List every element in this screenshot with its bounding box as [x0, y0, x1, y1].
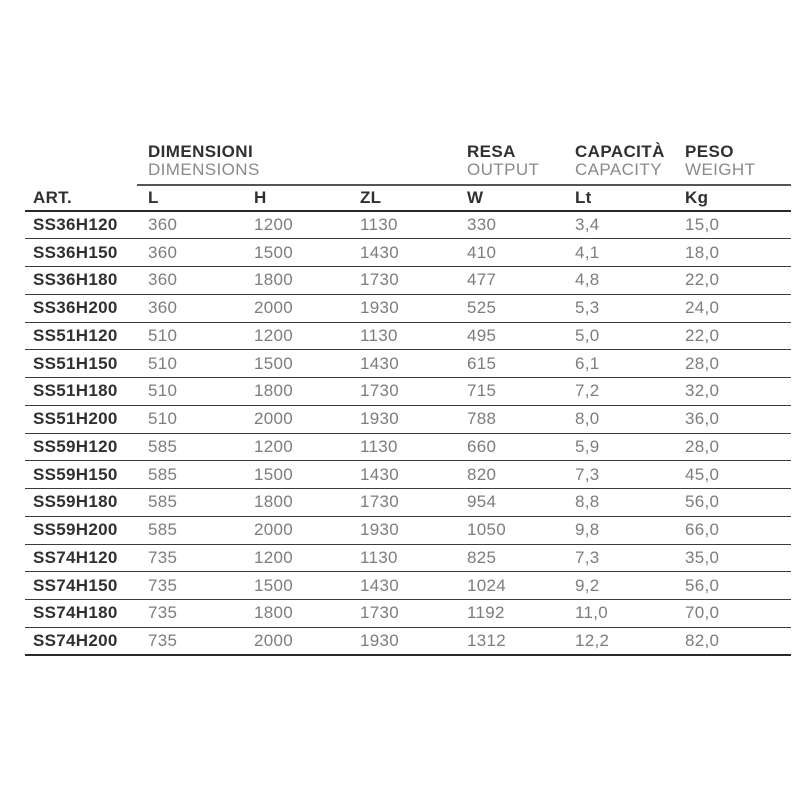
- row-value-w: 410: [467, 242, 497, 262]
- row-art-code: SS51H150: [33, 353, 118, 373]
- table-group-header-row: [25, 140, 791, 186]
- row-value-h: 2000: [254, 409, 294, 429]
- table-row: [25, 350, 791, 378]
- row-value-w: 954: [467, 492, 497, 512]
- row-value-zl: 1730: [360, 492, 400, 512]
- column-header-l: L: [148, 187, 159, 207]
- row-value-h: 1800: [254, 270, 294, 290]
- row-value-w: 825: [467, 547, 497, 567]
- table-row: [25, 406, 791, 434]
- table-row: [25, 212, 791, 240]
- row-value-lt: 3,4: [575, 214, 600, 234]
- row-value-lt: 9,2: [575, 575, 600, 595]
- table-row: [25, 267, 791, 295]
- table-row: [25, 434, 791, 462]
- row-art-code: SS36H200: [33, 298, 118, 318]
- row-value-w: 820: [467, 464, 497, 484]
- row-value-kg: 15,0: [685, 214, 720, 234]
- row-value-lt: 7,3: [575, 547, 600, 567]
- group-title-italian: DIMENSIONI: [148, 142, 254, 161]
- table-row: [25, 489, 791, 517]
- row-value-zl: 1730: [360, 603, 400, 623]
- row-value-kg: 22,0: [685, 270, 720, 290]
- row-art-code: SS74H150: [33, 575, 118, 595]
- row-value-l: 735: [148, 630, 178, 650]
- row-value-kg: 70,0: [685, 603, 720, 623]
- row-value-l: 360: [148, 298, 178, 318]
- row-value-kg: 45,0: [685, 464, 720, 484]
- row-value-zl: 1930: [360, 520, 400, 540]
- table-row: [25, 628, 791, 656]
- row-value-kg: 56,0: [685, 492, 720, 512]
- group-header-dimensions: [148, 140, 467, 186]
- row-value-l: 360: [148, 214, 178, 234]
- row-art-code: SS36H120: [33, 214, 118, 234]
- row-art-code: SS51H200: [33, 409, 118, 429]
- row-value-l: 510: [148, 353, 178, 373]
- row-value-l: 735: [148, 547, 178, 567]
- row-value-zl: 1430: [360, 464, 400, 484]
- row-value-zl: 1930: [360, 298, 400, 318]
- table-body: [25, 212, 791, 656]
- row-value-kg: 18,0: [685, 242, 720, 262]
- row-value-lt: 5,3: [575, 298, 600, 318]
- row-value-l: 360: [148, 242, 178, 262]
- row-value-zl: 1430: [360, 242, 400, 262]
- row-value-lt: 7,2: [575, 381, 600, 401]
- row-value-w: 1312: [467, 630, 507, 650]
- row-value-l: 510: [148, 381, 178, 401]
- row-value-l: 585: [148, 436, 178, 456]
- row-art-code: SS74H120: [33, 547, 118, 567]
- spec-table: [25, 140, 791, 656]
- row-value-kg: 36,0: [685, 409, 720, 429]
- row-art-code: SS59H200: [33, 520, 118, 540]
- row-value-l: 510: [148, 409, 178, 429]
- row-value-h: 2000: [254, 630, 294, 650]
- table-row: [25, 545, 791, 573]
- row-art-code: SS36H150: [33, 242, 118, 262]
- row-value-l: 735: [148, 603, 178, 623]
- group-header-output: [467, 140, 575, 186]
- row-value-h: 1200: [254, 325, 294, 345]
- row-value-h: 1800: [254, 603, 294, 623]
- row-value-l: 585: [148, 520, 178, 540]
- group-header-capacity: [575, 140, 685, 186]
- row-value-lt: 12,2: [575, 630, 610, 650]
- row-value-w: 788: [467, 409, 497, 429]
- row-value-h: 1500: [254, 464, 294, 484]
- table-row: [25, 295, 791, 323]
- row-value-lt: 5,0: [575, 325, 600, 345]
- row-value-kg: 24,0: [685, 298, 720, 318]
- group-title-english: WEIGHT: [685, 160, 756, 179]
- row-value-kg: 66,0: [685, 520, 720, 540]
- column-header-w: W: [467, 187, 484, 207]
- row-art-code: SS59H180: [33, 492, 118, 512]
- row-value-h: 1200: [254, 547, 294, 567]
- row-art-code: SS51H180: [33, 381, 118, 401]
- column-header-art: ART.: [33, 187, 72, 207]
- row-value-kg: 35,0: [685, 547, 720, 567]
- row-value-lt: 9,8: [575, 520, 600, 540]
- row-value-h: 1800: [254, 492, 294, 512]
- row-value-w: 615: [467, 353, 497, 373]
- group-title-italian: RESA: [467, 142, 516, 161]
- row-value-w: 660: [467, 436, 497, 456]
- row-value-zl: 1930: [360, 409, 400, 429]
- row-value-h: 2000: [254, 520, 294, 540]
- row-value-h: 1500: [254, 353, 294, 373]
- row-value-h: 1500: [254, 575, 294, 595]
- row-art-code: SS36H180: [33, 270, 118, 290]
- row-value-lt: 6,1: [575, 353, 600, 373]
- row-art-code: SS51H120: [33, 325, 118, 345]
- row-art-code: SS74H200: [33, 630, 118, 650]
- row-value-lt: 4,8: [575, 270, 600, 290]
- table-row: [25, 600, 791, 628]
- row-art-code: SS59H120: [33, 436, 118, 456]
- row-value-zl: 1730: [360, 270, 400, 290]
- column-header-kg: Kg: [685, 187, 709, 207]
- row-value-lt: 7,3: [575, 464, 600, 484]
- row-value-zl: 1730: [360, 381, 400, 401]
- row-value-w: 1024: [467, 575, 507, 595]
- row-value-lt: 4,1: [575, 242, 600, 262]
- row-value-kg: 28,0: [685, 353, 720, 373]
- row-value-l: 585: [148, 464, 178, 484]
- row-value-kg: 82,0: [685, 630, 720, 650]
- row-value-l: 735: [148, 575, 178, 595]
- row-value-h: 1200: [254, 436, 294, 456]
- row-value-l: 585: [148, 492, 178, 512]
- column-header-h: H: [254, 187, 267, 207]
- group-title-english: OUTPUT: [467, 160, 540, 179]
- table-column-header-row: [25, 186, 791, 212]
- row-value-lt: 11,0: [575, 603, 609, 623]
- row-value-zl: 1430: [360, 353, 400, 373]
- row-value-h: 1500: [254, 242, 294, 262]
- row-art-code: SS59H150: [33, 464, 118, 484]
- row-value-zl: 1430: [360, 575, 400, 595]
- group-title-italian: CAPACITÀ: [575, 142, 665, 161]
- row-value-w: 495: [467, 325, 497, 345]
- row-value-h: 1800: [254, 381, 294, 401]
- row-value-kg: 32,0: [685, 381, 720, 401]
- table-row: [25, 323, 791, 351]
- row-value-w: 477: [467, 270, 497, 290]
- row-value-l: 510: [148, 325, 178, 345]
- column-header-lt: Lt: [575, 187, 592, 207]
- group-header-rule: [137, 184, 791, 186]
- group-title-english: DIMENSIONS: [148, 160, 260, 179]
- row-value-lt: 5,9: [575, 436, 600, 456]
- group-title-italian: PESO: [685, 142, 734, 161]
- table-row: [25, 517, 791, 545]
- row-value-l: 360: [148, 270, 178, 290]
- row-value-w: 1050: [467, 520, 507, 540]
- row-value-zl: 1130: [360, 214, 398, 234]
- row-value-w: 715: [467, 381, 497, 401]
- row-value-lt: 8,8: [575, 492, 600, 512]
- table-row: [25, 378, 791, 406]
- table-row: [25, 572, 791, 600]
- group-header-weight: [685, 140, 791, 186]
- row-value-zl: 1130: [360, 325, 398, 345]
- row-value-zl: 1130: [360, 436, 398, 456]
- row-value-zl: 1130: [360, 547, 398, 567]
- row-value-w: 1192: [467, 603, 505, 623]
- row-value-h: 1200: [254, 214, 294, 234]
- row-value-h: 2000: [254, 298, 294, 318]
- row-value-w: 330: [467, 214, 497, 234]
- row-value-w: 525: [467, 298, 497, 318]
- table-row: [25, 239, 791, 267]
- group-title-english: CAPACITY: [575, 160, 662, 179]
- row-art-code: SS74H180: [33, 603, 118, 623]
- row-value-lt: 8,0: [575, 409, 600, 429]
- row-value-kg: 56,0: [685, 575, 720, 595]
- row-value-kg: 28,0: [685, 436, 720, 456]
- table-row: [25, 461, 791, 489]
- row-value-kg: 22,0: [685, 325, 720, 345]
- column-header-zl: ZL: [360, 187, 382, 207]
- row-value-zl: 1930: [360, 630, 400, 650]
